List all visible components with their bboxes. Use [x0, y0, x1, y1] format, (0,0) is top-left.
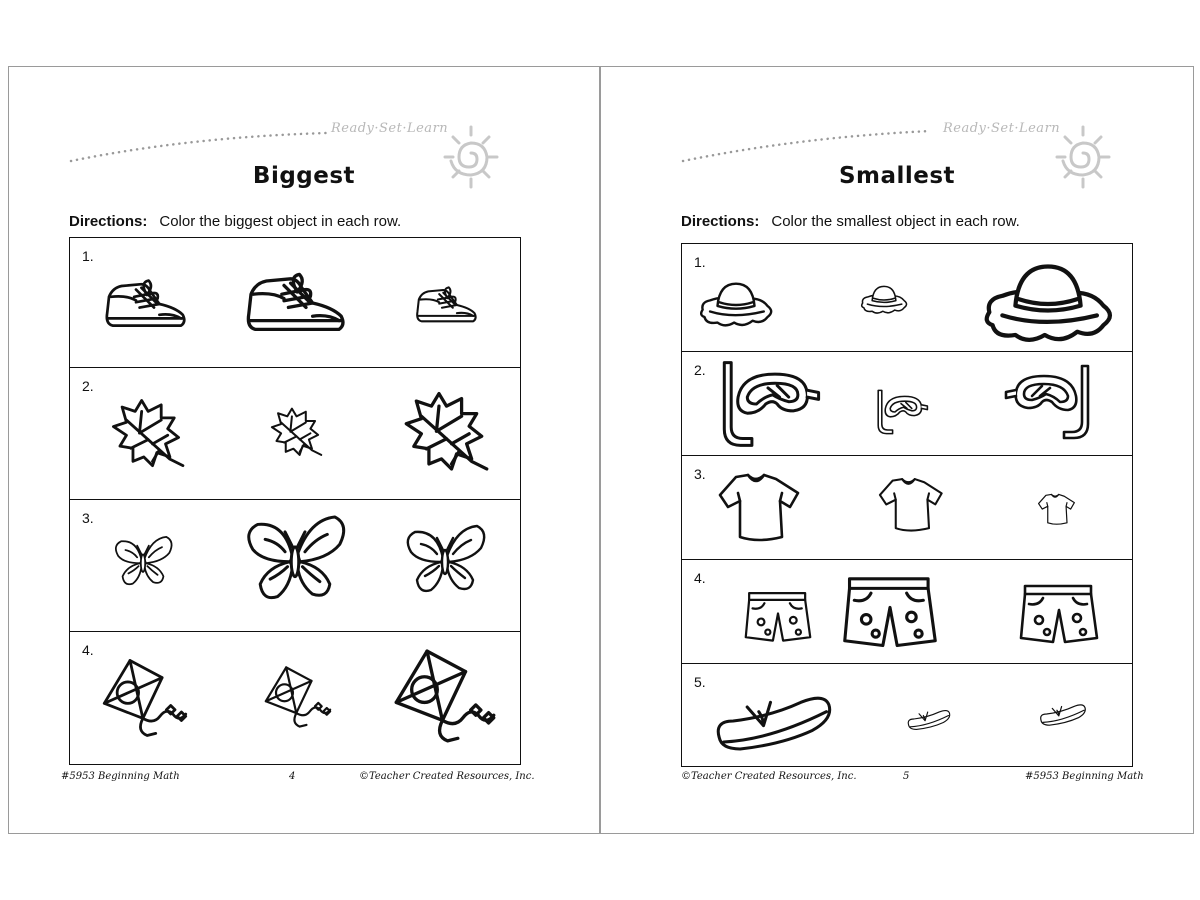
- footer-right: #5953 Beginning Math: [1025, 771, 1144, 782]
- exercise-row: [70, 500, 520, 632]
- exercise-row: [682, 456, 1132, 560]
- kite-icon-medium[interactable]: [100, 656, 190, 740]
- brand-logo-text: Ready·Set·Learn: [943, 121, 1061, 136]
- row-number: 1.: [694, 254, 706, 270]
- page-number: 4: [289, 771, 296, 782]
- exercise-row: [70, 368, 520, 500]
- t-shirt-icon-medium[interactable]: [872, 474, 948, 538]
- page-number: 5: [903, 771, 910, 782]
- flip-flop-icon-large[interactable]: [710, 686, 838, 756]
- left-worksheet-page: [8, 66, 600, 834]
- maple-leaf-icon-small[interactable]: [266, 404, 324, 458]
- row-number: 2.: [82, 378, 94, 394]
- butterfly-icon-large[interactable]: [240, 512, 350, 604]
- row-number: 4.: [82, 642, 94, 658]
- butterfly-icon-small[interactable]: [110, 534, 176, 588]
- sun-hat-icon-small[interactable]: [858, 284, 910, 316]
- footer-left: ©Teacher Created Resources, Inc.: [681, 771, 857, 782]
- directions: [681, 213, 1020, 230]
- shorts-icon-large[interactable]: [840, 564, 940, 658]
- directions-label: Directions:: [681, 213, 760, 230]
- row-number: 5.: [694, 674, 706, 690]
- row-number: 3.: [82, 510, 94, 526]
- flip-flop-icon-medium[interactable]: [906, 686, 952, 752]
- sneaker-icon-medium[interactable]: [100, 276, 190, 332]
- butterfly-icon-medium[interactable]: [400, 522, 490, 596]
- snorkel-mask-icon-medium[interactable]: [1002, 362, 1098, 442]
- sun-hat-icon-medium[interactable]: [696, 280, 776, 330]
- page-title: Smallest: [838, 163, 956, 189]
- footer-left: #5953 Beginning Math: [61, 771, 180, 782]
- kite-icon-small[interactable]: [262, 664, 334, 730]
- brand-logo-text: Ready·Set·Learn: [331, 121, 449, 136]
- directions-text: Color the smallest object in each row.: [771, 213, 1020, 230]
- kite-icon-large[interactable]: [390, 646, 500, 746]
- sneaker-icon-small[interactable]: [412, 284, 480, 326]
- page-title: Biggest: [252, 163, 356, 189]
- exercise-grid: [681, 243, 1133, 767]
- directions-text: Color the biggest object in each row.: [159, 213, 402, 230]
- shorts-icon-medium[interactable]: [1016, 580, 1102, 646]
- exercise-grid: [69, 237, 521, 765]
- row-number: 3.: [694, 466, 706, 482]
- exercise-row: [682, 352, 1132, 456]
- snorkel-mask-icon-large[interactable]: [708, 358, 828, 450]
- sun-hat-icon-large[interactable]: [978, 260, 1118, 348]
- exercise-row: [682, 244, 1132, 352]
- footer-right: ©Teacher Created Resources, Inc.: [359, 771, 535, 782]
- t-shirt-icon-large[interactable]: [710, 468, 806, 550]
- exercise-row: [70, 238, 520, 368]
- snorkel-mask-icon-small[interactable]: [870, 388, 932, 436]
- flip-flop-icon-small[interactable]: [1038, 700, 1088, 728]
- directions: [69, 213, 401, 230]
- exercise-row: [682, 560, 1132, 664]
- row-number: 1.: [82, 248, 94, 264]
- right-worksheet-page: [600, 66, 1194, 834]
- exercise-row: [682, 664, 1132, 766]
- maple-leaf-icon-large[interactable]: [398, 386, 490, 474]
- directions-label: Directions:: [69, 213, 148, 230]
- t-shirt-icon-small[interactable]: [1034, 492, 1078, 528]
- row-number: 2.: [694, 362, 706, 378]
- maple-leaf-icon-medium[interactable]: [106, 394, 186, 470]
- row-number: 4.: [694, 570, 706, 586]
- shorts-icon-small[interactable]: [740, 588, 816, 644]
- exercise-row: [70, 632, 520, 764]
- sneaker-icon-large[interactable]: [240, 268, 350, 338]
